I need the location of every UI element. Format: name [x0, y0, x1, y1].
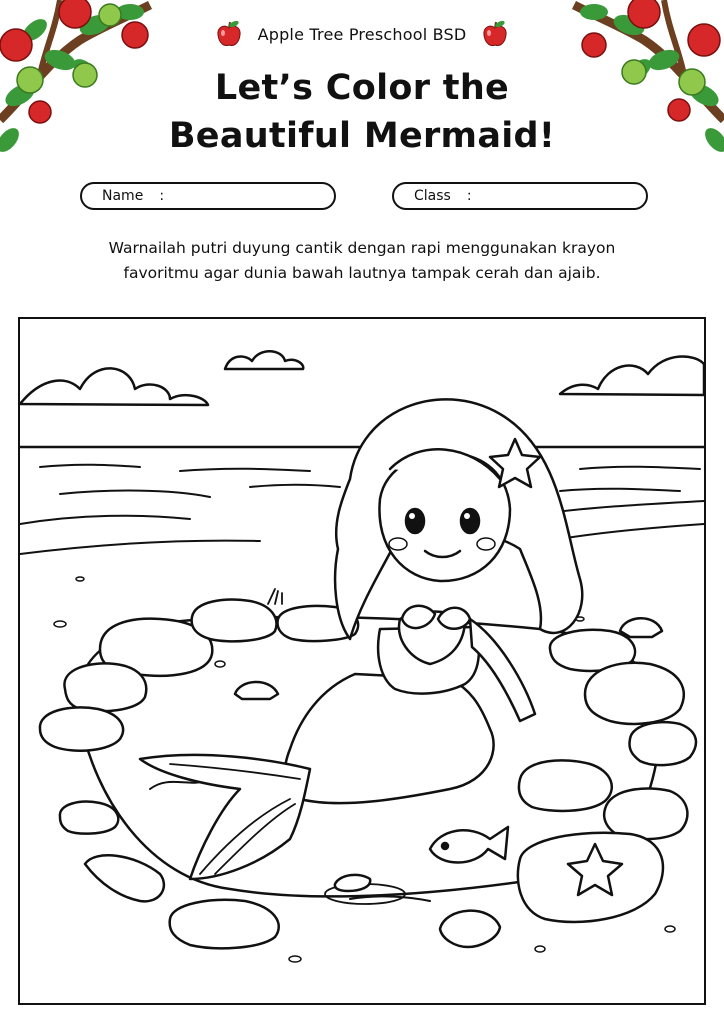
cloud-right	[560, 356, 704, 395]
school-header	[0, 18, 724, 50]
coloring-illustration[interactable]	[18, 317, 706, 1005]
class-field[interactable]	[392, 182, 648, 210]
class-separator: :	[466, 188, 472, 204]
name-separator: :	[159, 188, 165, 204]
title-line-1: Let’s Color the	[214, 68, 510, 108]
seaweed	[268, 589, 282, 604]
instruction-line-2: favoritmu agar dunia bawah lautnya tampak cerah dan ajaib.	[123, 264, 601, 282]
name-label: Name	[102, 188, 144, 204]
apple-icon	[480, 19, 510, 49]
cloud-center	[225, 351, 303, 369]
instruction-text	[60, 236, 664, 286]
school-name: Apple Tree Preschool BSD	[257, 24, 467, 44]
apple-icon	[214, 19, 244, 49]
class-label: Class	[414, 188, 451, 204]
mermaid-face	[379, 449, 510, 581]
page-title	[0, 64, 724, 160]
title-line-2: Beautiful Mermaid!	[168, 116, 556, 156]
cloud-left	[20, 368, 208, 405]
instruction-line-1: Warnailah putri duyung cantik dengan rapi menggunakan krayon	[108, 239, 616, 257]
name-field[interactable]	[80, 182, 336, 210]
